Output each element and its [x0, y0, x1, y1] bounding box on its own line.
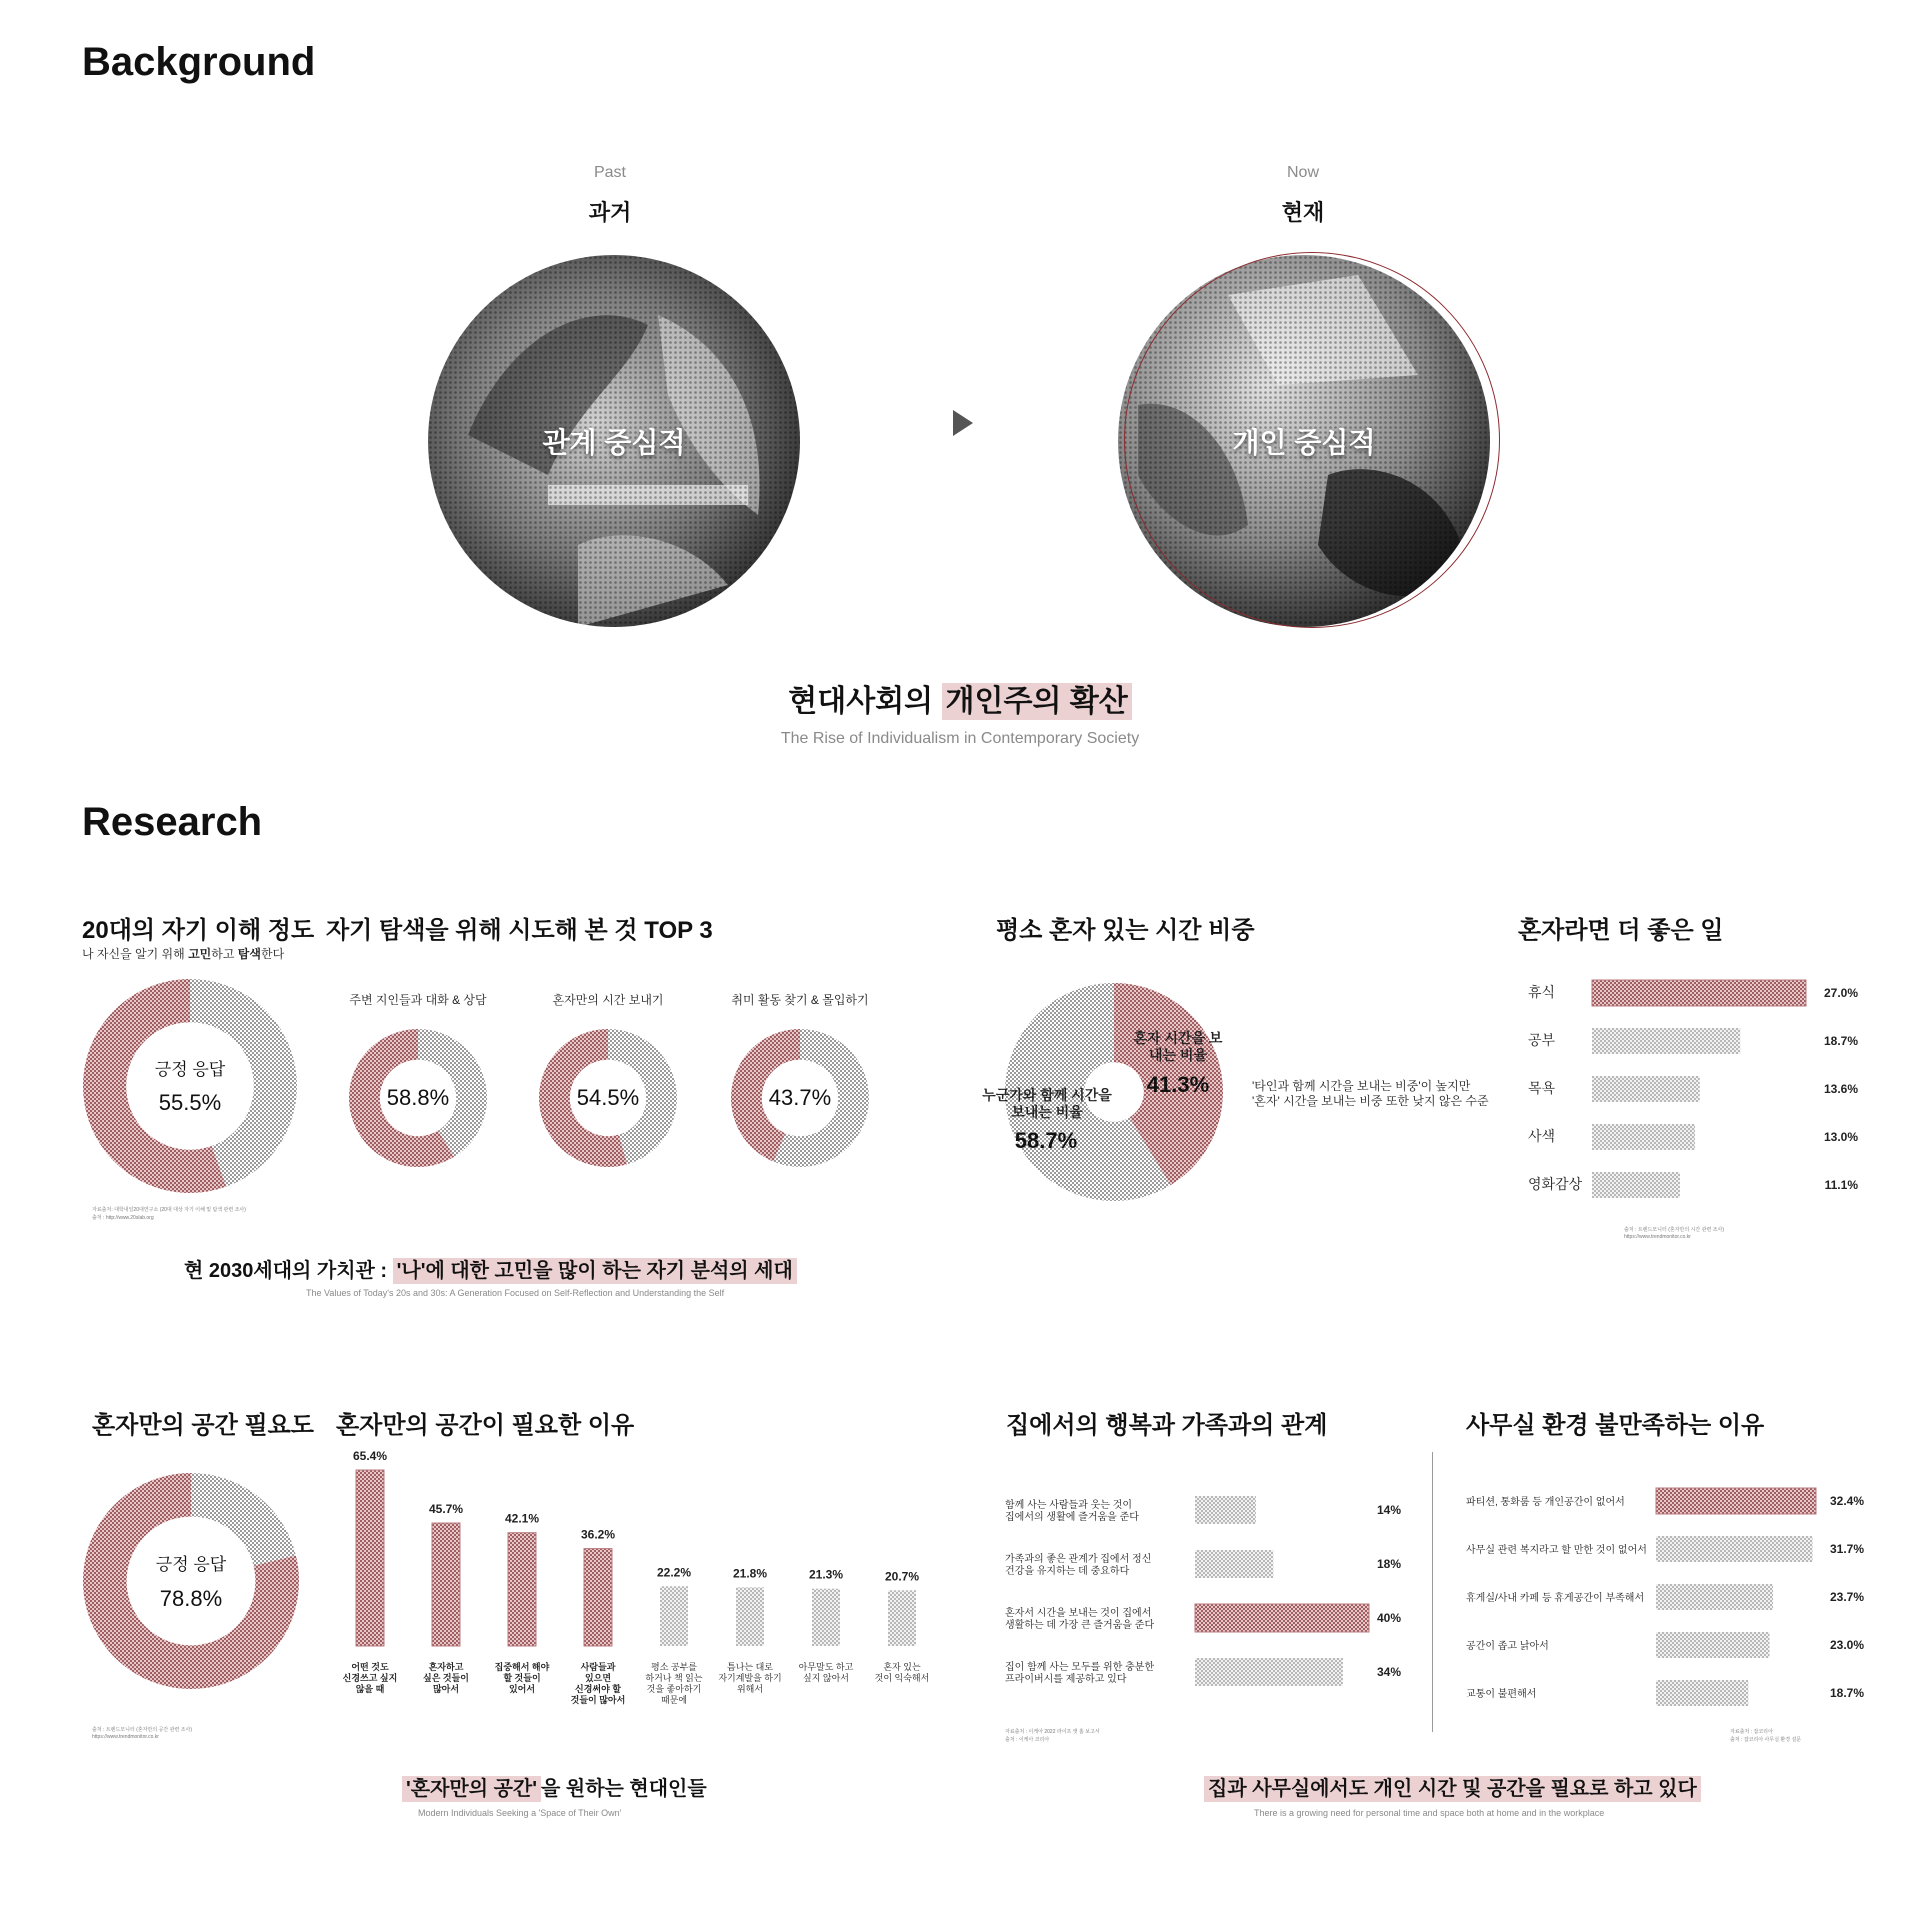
research-heading: Research: [82, 800, 263, 844]
bar-value-label: 42.1%: [504, 1511, 540, 1526]
bar: [1656, 1632, 1770, 1658]
bar-value-label: 18.7%: [1823, 1034, 1858, 1048]
bar-category-label: 것이 익숙해서: [874, 1673, 930, 1683]
bar-value-label: 65.4%: [352, 1449, 388, 1463]
past-photo: [428, 255, 800, 627]
bar-category-label: 자기계발을 하기: [718, 1673, 782, 1683]
research-conclusion-2-subtitle: Modern Individuals Seeking a 'Space of Their Own': [418, 1808, 622, 1818]
bar-value-label: 32.4%: [1829, 1494, 1864, 1508]
bar-category-label: 아무말도 하고: [798, 1662, 854, 1672]
conclusion-1-prefix: 현 2030세대의 가치관 :: [184, 1260, 393, 1282]
office-bars: [1466, 1476, 1866, 1712]
bar-category-label: 생활하는 데 가장 큰 즐거움을 준다: [1005, 1620, 1155, 1631]
home-family-source-2: 출처 : 이케아 코리아: [1005, 1737, 1050, 1743]
bar-category-label: 혼자 있는: [883, 1662, 921, 1672]
bar-category-label: 있어서: [508, 1684, 536, 1694]
bar-category-label: 할 것들이: [503, 1673, 541, 1683]
bar: [1592, 1028, 1740, 1054]
bar-value-label: 13.6%: [1823, 1082, 1858, 1096]
research-conclusion-1: [184, 1254, 797, 1283]
bar-value-label: 20.7%: [884, 1569, 920, 1584]
bar: [1195, 1604, 1369, 1632]
subtitle-part: 나 자신을 알기 위해: [82, 947, 189, 961]
bar-value-label: 11.1%: [1824, 1178, 1858, 1192]
bar-value-label: 13.0%: [1823, 1130, 1858, 1144]
bar: [1656, 1536, 1813, 1562]
bar: [812, 1589, 840, 1646]
bar: [1195, 1550, 1273, 1578]
space-reasons-bars: [330, 1446, 930, 1716]
subtitle-bold: 고민: [188, 947, 212, 961]
office-source-1: 자료출처 : 잡코리아: [1730, 1729, 1773, 1735]
bar-value-label: 21.8%: [732, 1566, 768, 1581]
space-need-source-1: 출처 : 트렌드모니터 (혼자만의 공간 관련 조사): [92, 1727, 192, 1733]
background-title-highlight: 개인주의 확산: [942, 683, 1132, 720]
home-family-source-1: 자료출처 : 이케아 2022 라이프 앳 홈 보고서: [1005, 1729, 1100, 1735]
research-conclusion-3-subtitle: There is a growing need for personal time and space both at home and in the workplace: [1254, 1808, 1605, 1818]
bar-category-label: 싶지 않아서: [803, 1673, 849, 1683]
top3-value-3: 43.7%: [768, 1085, 832, 1110]
top3-label-2: 혼자만의 시간 보내기: [552, 993, 664, 1007]
bar-value-label: 18.7%: [1829, 1686, 1864, 1700]
bar: [1656, 1584, 1773, 1610]
bar: [584, 1549, 612, 1646]
self-understanding-value: 55.5%: [158, 1090, 222, 1115]
bar-category-label: 사무실 관련 복지라고 할 만한 것이 없어서: [1466, 1545, 1647, 1556]
bar: [432, 1523, 460, 1646]
together-slice-value: 58.7%: [1014, 1128, 1078, 1153]
bar-category-label: 휴식: [1528, 984, 1556, 1000]
office-title: 사무실 환경 불만족하는 이유: [1466, 1412, 1765, 1439]
bar-value-label: 34%: [1376, 1665, 1401, 1679]
conclusion-1-highlight: '나'에 대한 고민을 많이 하는 자기 분석의 세대: [393, 1258, 797, 1284]
top3-value-2: 54.5%: [576, 1085, 640, 1110]
home-family-title: 집에서의 행복과 가족과의 관계: [1006, 1412, 1328, 1439]
alone-time-note-1: '타인과 함께 시간을 보내는 비중'이 높지만: [1252, 1079, 1471, 1093]
bar-category-label: 많아서: [432, 1684, 460, 1694]
self-understanding-title: 20대의 자기 이해 정도: [82, 917, 315, 944]
space-need-center-label: 긍정 응답: [155, 1555, 227, 1574]
bar-value-label: 23.0%: [1829, 1638, 1864, 1652]
bar-category-label: 함께 사는 사람들과 웃는 것이: [1005, 1500, 1133, 1511]
research-conclusion-1-subtitle: The Values of Today's 20s and 30s: A Generation Focused on Self-Reflection and Understanding the Self: [306, 1288, 725, 1298]
bar-value-label: 18%: [1376, 1557, 1401, 1571]
vertical-divider: [1432, 1452, 1433, 1732]
bar: [356, 1470, 384, 1646]
bar-category-label: 프라이버시를 제공하고 있다: [1005, 1674, 1127, 1685]
bar-category-label: 것을 좋아하기: [646, 1684, 702, 1694]
past-circle-label: 관계 중심적: [542, 427, 686, 458]
bar-value-label: 31.7%: [1829, 1542, 1864, 1556]
bar-value-label: 27.0%: [1823, 986, 1858, 1000]
bar-category-label: 사람들과: [580, 1662, 616, 1672]
space-need-value: 78.8%: [159, 1586, 223, 1611]
bar-value-label: 36.2%: [580, 1527, 616, 1542]
bar-category-label: 건강을 유지하는 데 중요하다: [1005, 1566, 1130, 1577]
past-ko-label: 과거: [588, 200, 632, 225]
better-alone-source-1: 출처 : 트렌드모니터 (혼자만의 시간 관련 조사): [1624, 1227, 1724, 1233]
office-source-2: 출처 : 잡코리아 사무실 환경 설문: [1730, 1737, 1802, 1743]
bar-category-label: 신경쓰고 싶지: [342, 1673, 398, 1683]
top3-value-1: 58.8%: [386, 1085, 450, 1110]
bar-value-label: 45.7%: [428, 1502, 464, 1517]
bar-value-label: 40%: [1376, 1611, 1401, 1625]
self-understanding-subtitle: [82, 945, 284, 962]
top3-label-1: 주변 지인들과 대화 & 상담: [349, 993, 487, 1007]
bar: [1592, 980, 1806, 1006]
space-reasons-title: 혼자만의 공간이 필요한 이유: [336, 1412, 635, 1439]
alone-slice-value: 41.3%: [1146, 1072, 1210, 1097]
bar-category-label: 목욕: [1528, 1080, 1556, 1096]
bar-category-label: 혼자하고: [428, 1662, 464, 1672]
bar-category-label: 것들이 많아서: [570, 1695, 626, 1705]
bar: [736, 1587, 764, 1646]
alone-time-note-2: '혼자' 시간을 보내는 비중 또한 낮지 않은 수준: [1252, 1094, 1489, 1108]
subtitle-part: 하고: [211, 947, 238, 961]
bar-category-label: 하거나 책 읽는: [645, 1673, 703, 1683]
bar-category-label: 공간이 좁고 낡아서: [1466, 1641, 1549, 1652]
bar: [508, 1533, 536, 1646]
bar: [1656, 1488, 1816, 1514]
self-understanding-center-label: 긍정 응답: [154, 1060, 226, 1079]
space-need-title: 혼자만의 공간 필요도: [92, 1412, 314, 1439]
conclusion-2-highlight: '혼자만의 공간': [402, 1776, 541, 1802]
alone-time-title: 평소 혼자 있는 시간 비중: [996, 917, 1255, 944]
background-subtitle: The Rise of Individualism in Contemporary Society: [780, 730, 1140, 747]
now-circle-label: 개인 중심적: [1232, 427, 1376, 458]
bar-category-label: 어떤 것도: [351, 1662, 389, 1672]
self-understanding-source-2: 출처 : http://www.20slab.org: [92, 1215, 154, 1221]
top3-title: 자기 탐색을 위해 시도해 본 것 TOP 3: [326, 917, 713, 944]
bar-category-label: 영화감상: [1528, 1176, 1583, 1192]
bar-category-label: 휴게실/사내 카페 등 휴게공간이 부족해서: [1466, 1593, 1645, 1604]
bar-category-label: 평소 공부를: [651, 1662, 697, 1672]
bar-category-label: 교통이 불편해서: [1466, 1689, 1537, 1700]
bar-category-label: 신경써야 할: [575, 1684, 621, 1694]
self-understanding-rest-slice: [190, 1001, 275, 1167]
bar-category-label: 집에서의 생활에 즐거움을 준다: [1005, 1512, 1139, 1523]
home-family-bars: [1005, 1490, 1405, 1710]
self-understanding-source-1: 자료출처: 대학내일20대연구소 (20대 대상 자기 이해 및 탐색 관련 조사): [92, 1207, 246, 1213]
alone-slice-label: 혼자 시간을 보내는 비율: [1133, 1030, 1223, 1063]
bar: [1592, 1124, 1695, 1150]
better-alone-bars: [1520, 968, 1860, 1208]
bar-category-label: 위해서: [736, 1684, 764, 1694]
subtitle-bold: 탐색: [237, 947, 261, 961]
now-ko-label: 현재: [1281, 200, 1325, 225]
bar: [1195, 1496, 1256, 1524]
space-need-donut: [82, 1472, 300, 1690]
arrow-right-icon: [953, 410, 973, 436]
bar: [1592, 1076, 1700, 1102]
now-en-label: Now: [1286, 164, 1319, 181]
background-heading: Background: [82, 40, 316, 84]
top3-label-3: 취미 활동 찾기 & 몰입하기: [731, 993, 869, 1007]
together-slice-label: 누군가와 함께 시간을 보내는 비율: [982, 1087, 1112, 1120]
now-photo-ring: [1124, 252, 1500, 628]
bar: [660, 1586, 688, 1646]
bar-category-label: 사색: [1528, 1128, 1556, 1144]
bar-category-label: 집이 함께 사는 모두를 위한 충분한: [1005, 1662, 1155, 1673]
conclusion-3-highlight: 집과 사무실에서도 개인 시간 및 공간을 필요로 하고 있다: [1204, 1776, 1701, 1802]
background-title-prefix: 현대사회의: [788, 685, 942, 718]
bar-value-label: 22.2%: [656, 1565, 692, 1580]
bar-category-label: 파티션, 통화룸 등 개인공간이 없어서: [1466, 1497, 1625, 1508]
bar: [1656, 1680, 1748, 1706]
bar-category-label: 있으면: [584, 1673, 612, 1683]
bar-category-label: 혼자서 시간을 보내는 것이 집에서: [1005, 1608, 1152, 1619]
bar-category-label: 공부: [1528, 1032, 1556, 1048]
bar-category-label: 틈나는 대로: [727, 1662, 773, 1672]
self-understanding-donut: [82, 978, 298, 1194]
bar-value-label: 21.3%: [808, 1567, 844, 1582]
subtitle-part: 한다: [260, 947, 285, 961]
conclusion-2-suffix: 을 원하는 현대인들: [541, 1778, 707, 1800]
bar-category-label: 가족과의 좋은 관계가 집에서 정신: [1005, 1554, 1152, 1565]
bar: [1592, 1172, 1680, 1198]
bar: [888, 1590, 916, 1646]
better-alone-title: 혼자라면 더 좋은 일: [1518, 917, 1724, 944]
bar-value-label: 23.7%: [1829, 1590, 1864, 1604]
research-conclusion-3: [1204, 1772, 1701, 1801]
background-conclusion-title: [560, 676, 1360, 720]
bar-value-label: 14%: [1376, 1503, 1401, 1517]
bar-category-label: 싶은 것들이: [423, 1673, 469, 1683]
better-alone-source-2: https://www.trendmonitor.co.kr: [1624, 1234, 1691, 1240]
bar-category-label: 때문에: [660, 1695, 688, 1705]
bar-category-label: 집중해서 해야: [494, 1662, 550, 1672]
bar-category-label: 않을 때: [355, 1684, 385, 1694]
self-understanding-main-slice: [105, 1001, 219, 1172]
research-conclusion-2: [402, 1772, 707, 1801]
past-en-label: Past: [593, 164, 626, 181]
space-need-source-2: https://www.trendmonitor.co.kr: [92, 1734, 159, 1740]
bar: [1195, 1658, 1343, 1686]
